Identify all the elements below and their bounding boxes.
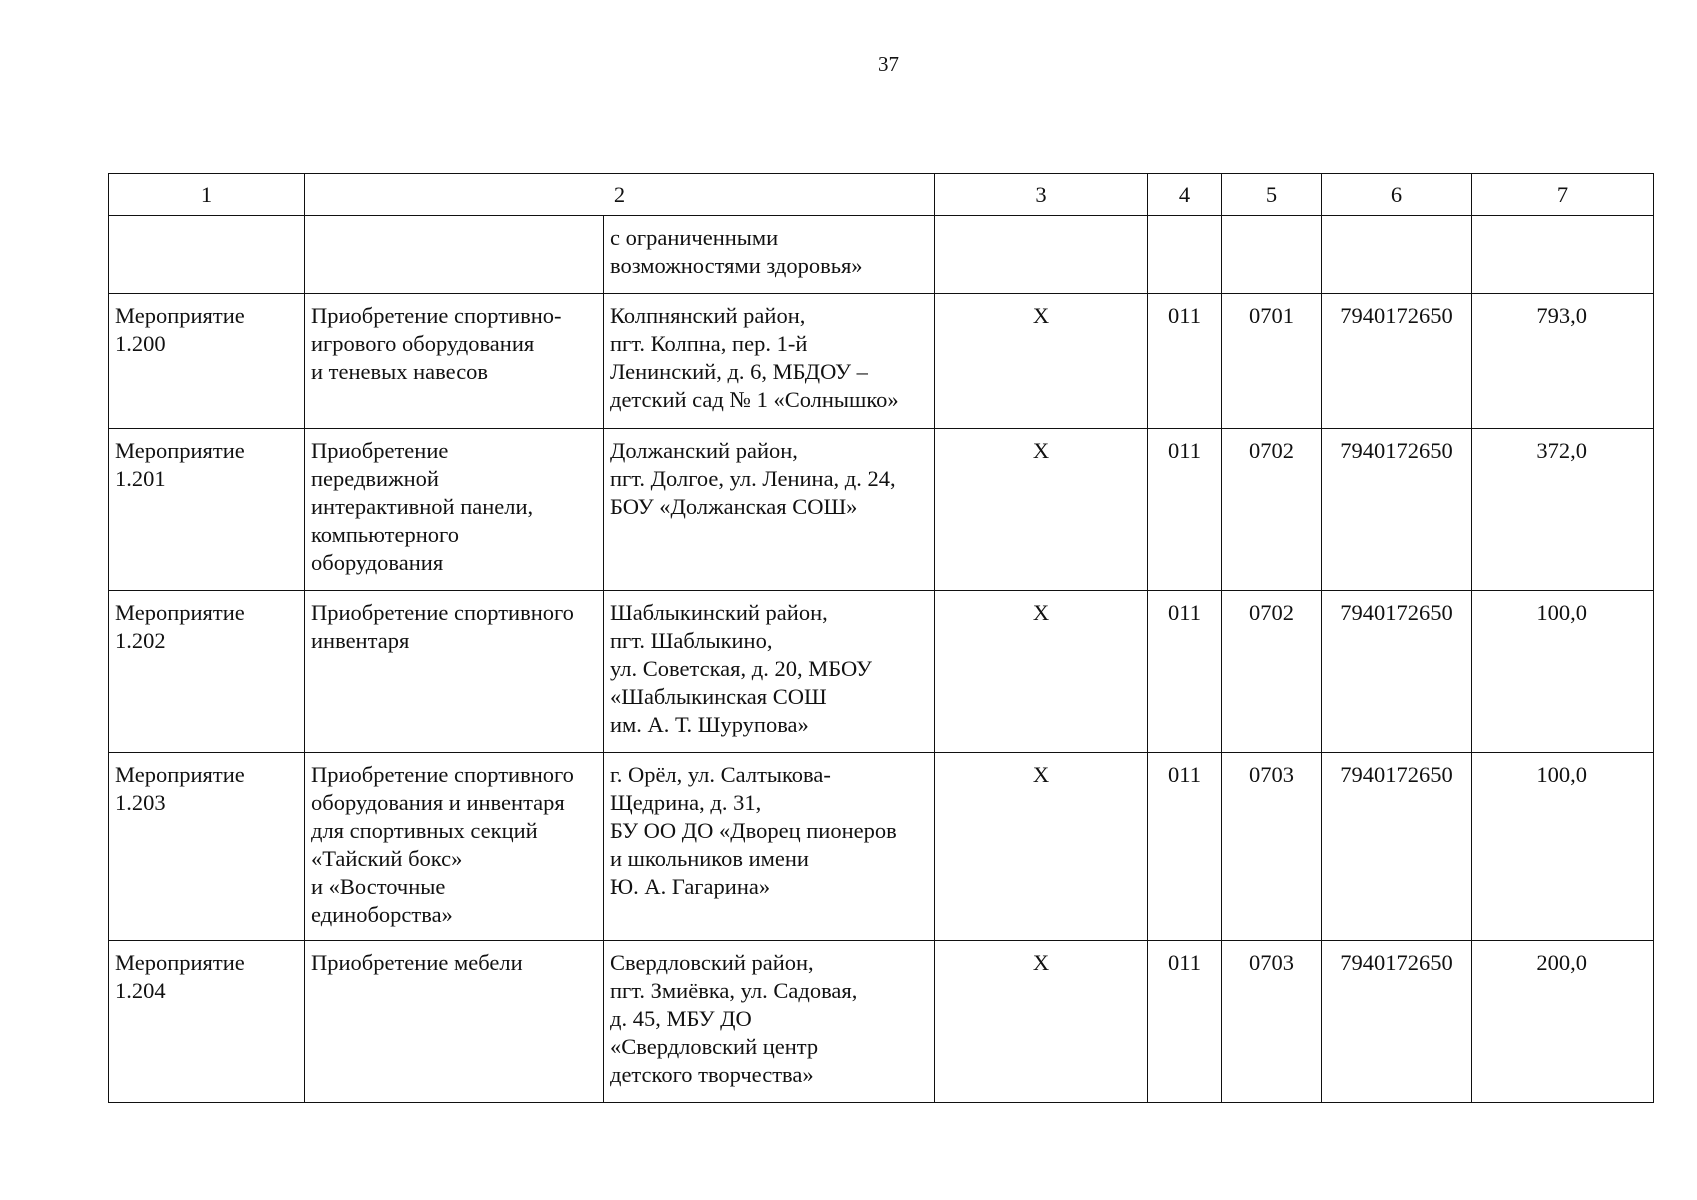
cell-col-3: Х	[935, 591, 1148, 753]
text-line: и школьников имени	[610, 846, 809, 871]
cell-col-5: 0702	[1222, 429, 1322, 591]
cell-col-7: 100,0	[1472, 591, 1654, 753]
text-line: инвентаря	[311, 628, 410, 653]
text-line: Мероприятие	[115, 303, 245, 328]
cell-event	[109, 591, 305, 753]
text-line: «Тайский бокс»	[311, 846, 463, 871]
cell-event	[109, 294, 305, 429]
text-line: «Свердловский центр	[610, 1034, 819, 1059]
text-line: БУ ОО ДО «Дворец пионеров	[610, 818, 897, 843]
cell-col-7	[1472, 216, 1654, 294]
text-line: Свердловский район,	[610, 950, 814, 975]
text-line: Приобретение спортивно-	[311, 303, 562, 328]
cell-col-7: 793,0	[1472, 294, 1654, 429]
cell-col-3: Х	[935, 294, 1148, 429]
cell-event	[109, 753, 305, 941]
cell-col-6: 7940172650	[1322, 753, 1472, 941]
cell-col-5: 0703	[1222, 753, 1322, 941]
cell-description	[305, 591, 604, 753]
cell-event	[109, 429, 305, 591]
cell-location	[604, 591, 935, 753]
text-line: Шаблыкинский район,	[610, 600, 828, 625]
header-col-2: 2	[305, 174, 935, 216]
continuation-row	[109, 216, 1654, 294]
cell-location	[604, 941, 935, 1103]
text-line: и теневых навесов	[311, 359, 489, 384]
cell-event	[109, 216, 305, 294]
cell-col-3: Х	[935, 941, 1148, 1103]
cell-col-7: 100,0	[1472, 753, 1654, 941]
text-line: оборудования и инвентаря	[311, 790, 565, 815]
text-line: детский сад № 1 «Солнышко»	[610, 387, 899, 412]
cell-col-5: 0701	[1222, 294, 1322, 429]
text-line: пгт. Шаблыкино,	[610, 628, 773, 653]
text-line: им. А. Т. Шурупова»	[610, 712, 809, 737]
text-line: Мероприятие	[115, 438, 245, 463]
text-line: пгт. Колпна, пер. 1-й	[610, 331, 808, 356]
cell-col-4: 011	[1148, 753, 1222, 941]
cell-col-6: 7940172650	[1322, 591, 1472, 753]
text-line: Ю. А. Гагарина»	[610, 874, 771, 899]
cell-col-6: 7940172650	[1322, 941, 1472, 1103]
text-line: г. Орёл, ул. Салтыкова-	[610, 762, 831, 787]
text-line: ул. Советская, д. 20, МБОУ	[610, 656, 872, 681]
cell-description	[305, 941, 604, 1103]
table-row	[109, 753, 1654, 941]
text-line: с ограниченными	[610, 225, 779, 250]
header-col-6: 6	[1322, 174, 1472, 216]
text-line: игрового оборудования	[311, 331, 535, 356]
text-line: Приобретение спортивного	[311, 762, 574, 787]
cell-description	[305, 429, 604, 591]
text-line: Ленинский, д. 6, МБДОУ –	[610, 359, 868, 384]
cell-col-5: 0703	[1222, 941, 1322, 1103]
text-line: Мероприятие	[115, 950, 245, 975]
table-row	[109, 591, 1654, 753]
cell-col-6	[1322, 216, 1472, 294]
text-line: Щедрина, д. 31,	[610, 790, 762, 815]
text-line: детского творчества»	[610, 1062, 814, 1087]
cell-col-6: 7940172650	[1322, 429, 1472, 591]
cell-col-6: 7940172650	[1322, 294, 1472, 429]
cell-event	[109, 941, 305, 1103]
text-line: Приобретение	[311, 438, 449, 463]
text-line: компьютерного	[311, 522, 459, 547]
text-line: 1.201	[115, 466, 166, 491]
cell-location	[604, 753, 935, 941]
cell-col-4: 011	[1148, 429, 1222, 591]
text-line: Приобретение мебели	[311, 950, 523, 975]
header-col-5: 5	[1222, 174, 1322, 216]
cell-col-4: 011	[1148, 591, 1222, 753]
text-line: 1.200	[115, 331, 166, 356]
header-col-7: 7	[1472, 174, 1654, 216]
header-col-4: 4	[1148, 174, 1222, 216]
table-row	[109, 429, 1654, 591]
text-line: Мероприятие	[115, 762, 245, 787]
cell-location	[604, 294, 935, 429]
text-line: Колпнянский район,	[610, 303, 806, 328]
cell-col-4: 011	[1148, 294, 1222, 429]
header-row	[109, 174, 1654, 216]
text-line: БОУ «Должанская СОШ»	[610, 494, 858, 519]
text-line: единоборства»	[311, 902, 453, 927]
cell-description	[305, 753, 604, 941]
cell-col-4	[1148, 216, 1222, 294]
cell-location	[604, 429, 935, 591]
header-col-3: 3	[935, 174, 1148, 216]
text-line: «Шаблыкинская СОШ	[610, 684, 827, 709]
text-line: и «Восточные	[311, 874, 446, 899]
text-line: интерактивной панели,	[311, 494, 534, 519]
cell-col-3	[935, 216, 1148, 294]
table-row	[109, 941, 1654, 1103]
text-line: оборудования	[311, 550, 444, 575]
text-line: д. 45, МБУ ДО	[610, 1006, 752, 1031]
text-line: возможностями здоровья»	[610, 253, 863, 278]
text-line: 1.203	[115, 790, 166, 815]
budget-table	[108, 173, 1654, 1103]
cell-col-5: 0702	[1222, 591, 1322, 753]
text-line: для спортивных секций	[311, 818, 538, 843]
cell-col-7: 200,0	[1472, 941, 1654, 1103]
text-line: Должанский район,	[610, 438, 798, 463]
page-number: 37	[878, 52, 899, 76]
header-col-1: 1	[109, 174, 305, 216]
text-line: передвижной	[311, 466, 439, 491]
text-line: 1.204	[115, 978, 166, 1003]
text-line: пгт. Змиёвка, ул. Садовая,	[610, 978, 858, 1003]
text-line: Мероприятие	[115, 600, 245, 625]
cell-col-4: 011	[1148, 941, 1222, 1103]
cell-description	[305, 216, 604, 294]
cell-location	[604, 216, 935, 294]
cell-col-5	[1222, 216, 1322, 294]
cell-col-3: Х	[935, 753, 1148, 941]
cell-col-3: Х	[935, 429, 1148, 591]
table-row	[109, 294, 1654, 429]
text-line: 1.202	[115, 628, 166, 653]
cell-description	[305, 294, 604, 429]
cell-col-7: 372,0	[1472, 429, 1654, 591]
text-line: пгт. Долгое, ул. Ленина, д. 24,	[610, 466, 896, 491]
text-line: Приобретение спортивного	[311, 600, 574, 625]
